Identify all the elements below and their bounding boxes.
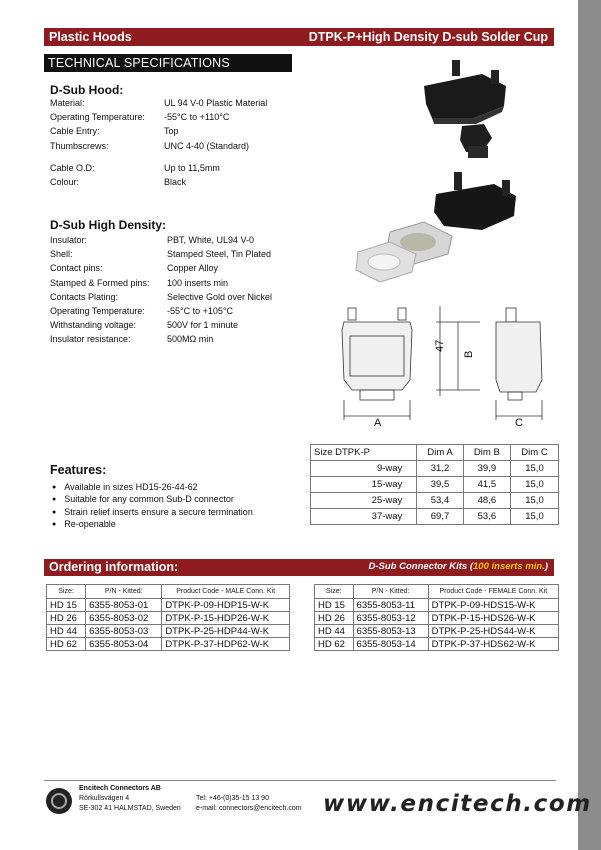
hd-value: 100 inserts min xyxy=(167,277,229,288)
header-right: DTPK-P+High Density D-sub Solder Cup xyxy=(308,30,548,44)
table-row xyxy=(311,509,559,525)
dim-cell: 15,0 xyxy=(510,477,558,493)
kits-prefix: D-Sub Connector Kits ( xyxy=(368,561,474,572)
female-cell: HD 26 xyxy=(315,612,354,625)
dim-header: Dim A xyxy=(417,445,463,461)
hood-label: Material: xyxy=(50,98,85,108)
table-row xyxy=(311,493,559,509)
male-cell: DTPK-P-37-HDP62-W-K xyxy=(162,638,290,651)
website-link[interactable]: www.encitech.com xyxy=(323,791,592,817)
dim-cell: 53,6 xyxy=(463,509,510,525)
list-item: ● Strain relief inserts ensure a secure termination xyxy=(52,507,253,519)
dim-cell: 15-way xyxy=(311,477,417,493)
table-row xyxy=(315,625,559,638)
male-cell: HD 26 xyxy=(47,612,86,625)
hood-value: Black xyxy=(164,176,187,187)
dim-cell: 69,7 xyxy=(417,509,463,525)
kits-suffix: ) xyxy=(544,561,548,572)
kits-label xyxy=(369,561,548,572)
footer-tel: Tel: +46-(0)35-15 13 90 xyxy=(196,795,269,802)
hood-labels xyxy=(50,98,145,191)
table-row xyxy=(311,461,559,477)
dim-header: Size DTPK-P xyxy=(311,445,417,461)
hd-value: Stamped Steel, Tin Plated xyxy=(167,249,272,260)
dim-b-label: B xyxy=(463,350,475,358)
dim-header: Dim C xyxy=(510,445,558,461)
male-kit-table xyxy=(46,584,290,651)
hood-value: UNC 4-40 (Standard) xyxy=(164,140,250,151)
dim-cell: 31,2 xyxy=(417,461,463,477)
female-cell: 6355-8053-13 xyxy=(353,625,428,638)
hd-label: Withstanding voltage: xyxy=(50,320,137,331)
female-header: P/N - Kitted: xyxy=(353,585,428,599)
hood-value: -55°C to +110°C xyxy=(164,112,230,123)
hd-title: D-Sub High Density: xyxy=(50,218,166,232)
dimension-drawing xyxy=(340,296,554,430)
list-item: ● Available in sizes HD15-26-44-62 xyxy=(52,482,253,494)
dim-cell: 39,9 xyxy=(463,461,510,477)
male-header: Product Code - MALE Conn. Kit xyxy=(162,585,290,599)
table-row xyxy=(315,612,559,625)
male-cell: HD 15 xyxy=(47,599,86,612)
male-header: Size: xyxy=(47,585,86,599)
male-cell: DTPK-P-09-HDP15-W-K xyxy=(162,599,290,612)
hd-value: Selective Gold over Nickel xyxy=(167,291,273,302)
features-title: Features: xyxy=(50,463,107,477)
male-cell: DTPK-P-15-HDP26-W-K xyxy=(162,612,290,625)
hood-label: Cable Entry: xyxy=(50,126,100,137)
hd-label: Stamped & Formed pins: xyxy=(50,277,150,288)
table-row xyxy=(315,638,559,651)
dim-cell: 37-way xyxy=(311,509,417,525)
dim-cell: 9-way xyxy=(311,461,417,477)
dim-a-label: A xyxy=(374,417,382,429)
kits-highlight: 100 inserts min. xyxy=(473,561,545,572)
hood-value: Top xyxy=(164,126,179,137)
hood-label: Operating Temperature: xyxy=(50,112,145,123)
dim-cell: 25-way xyxy=(311,493,417,509)
hd-value: PBT, White, UL94 V-0 xyxy=(167,235,255,245)
table-row xyxy=(311,477,559,493)
hd-values xyxy=(167,235,272,349)
dimension-table xyxy=(310,444,559,525)
dim-c-label: C xyxy=(515,417,523,429)
female-cell: 6355-8053-11 xyxy=(353,599,428,612)
table-row xyxy=(315,599,559,612)
dim-cell: 48,6 xyxy=(463,493,510,509)
dim-47-label: 47 xyxy=(434,339,446,352)
list-item: ● Suitable for any common Sub-D connector xyxy=(52,494,253,506)
company-logo-icon xyxy=(46,788,72,814)
hd-label: Contacts Plating: xyxy=(50,291,119,302)
dim-cell: 15,0 xyxy=(510,493,558,509)
hood-value: UL 94 V-0 Plastic Material xyxy=(164,98,268,108)
footer-contact xyxy=(196,794,302,814)
female-header: Product Code - FEMALE Conn. Kit xyxy=(428,585,558,599)
table-row xyxy=(47,625,290,638)
male-cell: 6355-8053-01 xyxy=(86,599,162,612)
footer-address xyxy=(79,784,181,814)
male-cell: DTPK-P-25-HDP44-W-K xyxy=(162,625,290,638)
product-illustration xyxy=(354,56,524,286)
tech-specs-title: TECHNICAL SPECIFICATIONS xyxy=(48,56,230,70)
hd-value: 500V for 1 minute xyxy=(167,320,239,331)
footer-divider xyxy=(44,780,556,781)
footer-company: Encitech Connectors AB xyxy=(79,785,161,792)
female-cell: HD 44 xyxy=(315,625,354,638)
male-cell: HD 44 xyxy=(47,625,86,638)
ordering-bar xyxy=(44,559,554,576)
male-header: P/N - Kitted: xyxy=(86,585,162,599)
female-cell: DTPK-P-37-HDS62-W-K xyxy=(428,638,558,651)
footer-city: SE-302 41 HALMSTAD, Sweden xyxy=(79,805,181,812)
side-stripe xyxy=(578,0,601,850)
hd-label: Insulator: xyxy=(50,235,88,245)
female-cell: 6355-8053-12 xyxy=(353,612,428,625)
hood-label: Cable O.D: xyxy=(50,162,95,173)
male-cell: 6355-8053-04 xyxy=(86,638,162,651)
table-row xyxy=(47,599,290,612)
dim-header: Dim B xyxy=(463,445,510,461)
female-kit-table xyxy=(314,584,559,651)
hood-label: Thumbscrews: xyxy=(50,140,109,151)
dim-cell: 15,0 xyxy=(510,509,558,525)
table-row xyxy=(47,638,290,651)
hd-label: Contact pins: xyxy=(50,263,103,274)
dim-cell: 53,4 xyxy=(417,493,463,509)
hood-label: Colour: xyxy=(50,176,80,187)
female-cell: DTPK-P-09-HDS15-W-K xyxy=(428,599,558,612)
hd-label: Operating Temperature: xyxy=(50,305,145,316)
female-cell: DTPK-P-25-HDS44-W-K xyxy=(428,625,558,638)
header-bar xyxy=(44,28,554,46)
hd-label: Shell: xyxy=(50,249,73,260)
male-cell: HD 62 xyxy=(47,638,86,651)
table-row xyxy=(47,612,290,625)
hd-value: Copper Alloy xyxy=(167,263,219,274)
male-cell: 6355-8053-03 xyxy=(86,625,162,638)
ordering-title: Ordering information: xyxy=(49,560,179,574)
hd-label: Insulator resistance: xyxy=(50,334,131,345)
female-cell: HD 62 xyxy=(315,638,354,651)
dim-cell: 41,5 xyxy=(463,477,510,493)
header-left: Plastic Hoods xyxy=(49,30,132,44)
hood-title: D-Sub Hood: xyxy=(50,83,124,97)
dim-cell: 39,5 xyxy=(417,477,463,493)
hd-labels xyxy=(50,235,150,349)
footer-email: e-mail: connectors@encitech.com xyxy=(196,805,302,812)
male-cell: 6355-8053-02 xyxy=(86,612,162,625)
list-item: ● Re-openable xyxy=(52,519,253,531)
female-cell: HD 15 xyxy=(315,599,354,612)
dim-cell: 15,0 xyxy=(510,461,558,477)
female-cell: DTPK-P-15-HDS26-W-K xyxy=(428,612,558,625)
hd-value: -55°C to +105°C xyxy=(167,305,233,316)
female-header: Size: xyxy=(315,585,354,599)
female-cell: 6355-8053-14 xyxy=(353,638,428,651)
hood-values xyxy=(164,98,267,191)
tech-specs-bar xyxy=(44,54,292,72)
features-list xyxy=(52,482,253,532)
hood-value: Up to 11,5mm xyxy=(164,162,220,173)
hd-value: 500MΩ min xyxy=(167,334,214,345)
footer-street: Rörkullsvägen 4 xyxy=(79,795,130,802)
